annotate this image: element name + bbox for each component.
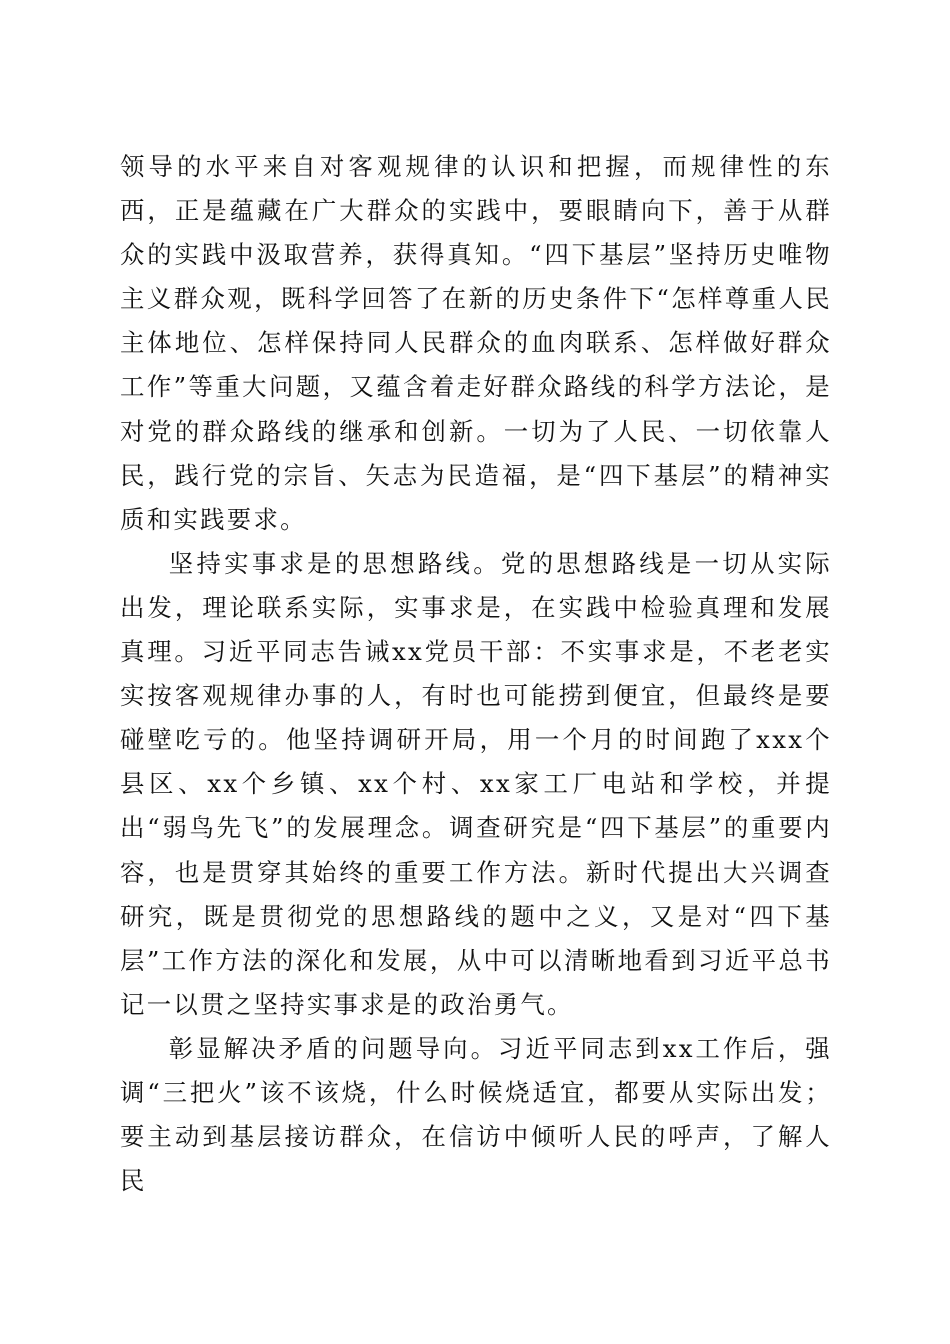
- paragraph-1: 领导的水平来自对客观规律的认识和把握，而规律性的东西，正是蕴藏在广大群众的实践中，要眼睛向下，善于从群众的实践中汲取营养，获得真知。“四下基层”坚持历史唯物主义群众观，既科学回答了在新的历史条件下“怎样尊重人民主体地位、怎样保持同人民群众的血肉联系、怎样做好群众工作”等重大问题，又蕴含着走好群众路线的科学方法论，是对党的群众路线的继承和创新。一切为了人民、一切依靠人民，践行党的宗旨、矢志为民造福，是“四下基层”的精神实质和实践要求。: [120, 152, 832, 534]
- paragraph-3: 彰显解决矛盾的问题导向。习近平同志到xx工作后，强调“三把火”该不该烧，什么时候烧适宜，都要从实际出发；要主动到基层接访群众，在信访中倾听人民的呼声，了解人民: [120, 1033, 832, 1196]
- document-body: [120, 145, 832, 1203]
- paragraph-2: 坚持实事求是的思想路线。党的思想路线是一切从实际出发，理论联系实际，实事求是，在实践中检验真理和发展真理。习近平同志告诫xx党员干部：不实事求是，不老老实实按客观规律办事的人，有时也可能捞到便宜，但最终是要碰壁吃亏的。他坚持调研开局，用一个月的时间跑了xxx个县区、xx个乡镇、xx个村、xx家工厂电站和学校，并提出“弱鸟先飞”的发展理念。调查研究是“四下基层”的重要内容，也是贯穿其始终的重要工作方法。新时代提出大兴调查研究，既是贯彻党的思想路线的题中之义，又是对“四下基层”工作方法的深化和发展，从中可以清晰地看到习近平总书记一以贯之坚持实事求是的政治勇气。: [120, 548, 832, 1019]
